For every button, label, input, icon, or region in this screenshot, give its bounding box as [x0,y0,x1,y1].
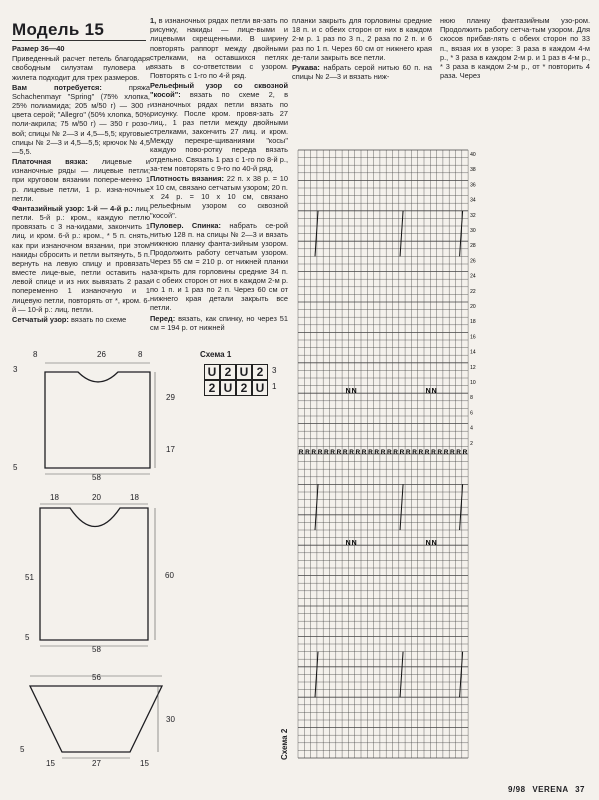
cable-symbol: N [425,540,431,548]
paragraph-text: 22 п. х 38 р. = 10 х 10 см, связано сетчатым узором; 20 п. х 24 р. = 10 х 10 см, связано рельефным узором со сквозной "косой". [150,173,288,220]
schema-1-symbol: U [204,364,220,380]
cross-symbol: R [399,449,405,456]
issue-number: 9/98 [508,785,526,794]
paragraph-lead: Платочная вязка: [12,157,88,167]
front-piece-dims [25,493,174,654]
schema-2-row-number: 6 [470,410,473,417]
schema-1-symbol: 2 [252,364,268,380]
schema-2-label: Схема 2 [280,728,289,760]
schema-2-row-number: 38 [470,167,476,174]
paragraph-text: вязать по схеме 2, в изнаночных рядах петли вязать по рисунку. После кром. провя-зать 27 лиц., 1 раз петли между двойными стрелками, закончить 27 лиц. и кром. Между перекре-щиваниями "косы" каждую пово-ротку переда вязать отдельно. Связать 1 раз с 1-го по 8-й р., за-тем повторять с 9-го по 40-й ряд. [150,90,288,173]
back-piece-diagram [45,372,150,468]
schema-1-label: Схема 1 [200,350,232,359]
schema-2-row-number: 20 [470,304,476,310]
cross-symbol: R [361,449,367,456]
paragraph-lead: Фантазийный узор: 1-й — 4-й р.: [12,203,133,213]
paragraph-lead: Вам потребуется: [12,82,102,92]
schema-2-row-number: 24 [470,273,476,280]
paragraph-lead: Пуловер. Спинка: [150,220,221,230]
paragraph-lead: Перед: [150,313,176,323]
back-side-dim-3: 17 [166,445,175,454]
back-side-dim-1: 3 [13,365,18,374]
back-top-dim-1: 8 [33,350,38,359]
cross-symbol: R [418,449,424,456]
schema-1-row-number: 1 [272,382,277,391]
schema-1-symbol: U [252,380,268,396]
cross-symbol: R [443,449,449,456]
schema-2-row-number: 36 [470,182,476,189]
paragraph-lead: Размер 36—40 [12,44,65,53]
cross-symbol: R [298,449,304,456]
schema-2-row-number: 2 [470,440,473,447]
paragraph-text: вязать, как спинку, но через 51 см = 194 р. от нижней [150,313,288,332]
schema-2-row-number: 18 [470,319,476,326]
cross-symbol: R [393,449,399,456]
schema-2-row-number: 12 [470,364,476,371]
schema-2-row-number: 14 [470,349,476,356]
front-top-dim-1: 18 [50,493,59,502]
schema-2-row-number: 22 [470,288,476,295]
schema-2-row-number: 34 [470,197,476,204]
front-top-dim-2: 20 [92,493,101,502]
schema-2-row-number: 30 [470,228,476,234]
page-title: Модель 15 [12,20,105,39]
back-top-dim-3: 8 [138,350,143,359]
cross-symbol: R [355,449,361,456]
paragraph-text: вязать по схеме [68,314,127,324]
cable-symbol: N [345,540,351,548]
schema-1-symbol: 2 [220,364,236,380]
cross-symbol: R [317,449,323,456]
sleeve-diagram [30,686,162,752]
schema-2-row-number: 26 [470,258,476,265]
sleeve-bottom-dim-3: 15 [140,759,149,768]
sleeve-top-dim: 56 [92,673,101,682]
paragraph-text: пряжа Schachenmayr "Spring" (75% хлопка, 25% полиамида; 205 м/50 г) — 300 г цвета серой; "Allegro" (50% хлопка, 50% поли-акрила; 75 м/50 г) — 350 г розо-вой; спицы № 2—3 и 4,5—5,5; круговые спицы № 2—3 и 4,5—5,5; крючок № 4,5—5,5. [12,82,151,156]
front-bottom-dim: 58 [92,645,101,654]
cross-symbol: R [349,449,354,456]
front-top-dim-3: 18 [130,493,139,502]
paragraph-text: лиц. петли. 5-й р.: кром., каждую петлю провязать с 3 на-кидами, закончить 1 лиц. и кром. 6-й р.: кром., * 5 п. снять, как при изнаночном вязании, при этом накиды сбросить и петли вытянуть, 5 п. вернуть на левую спицу и провязать вместе лице-вые, петли оставить на левой спице и из них вывязать 2 раза попеременно 1 изнаночную и 1 лицевую петли, повторять от *, кром. 6-й — 10-й р.: лиц. петли. [12,203,150,314]
sleeve-bottom-dim-2: 27 [92,759,101,768]
cross-symbol: R [342,449,348,456]
cross-symbol: R [380,449,386,456]
cable-symbol: N [431,388,437,396]
cross-symbol: R [305,449,310,456]
cross-symbol: R [450,449,455,456]
back-bottom-dim: 58 [92,473,101,482]
page-footer [504,785,585,794]
cross-symbol: R [330,449,336,456]
paragraph-text: набрать се-рой нитью 128 п. на спицы № 2—3 и вязать нижнюю планку фанта-зийным узором. Продолжить работу сетчатым узором. Через 55 см = 210 р. от нижней планки за-крыть для горловины средние 34 п. и с обеих сторон от них в каждом 2-м р. по 1 п. и 1 раз по 2 п. Через 60 см от нижнего края детали закрыть все петли. [150,220,288,313]
back-piece-dims [13,350,175,482]
back-side-dim-4: 5 [13,463,18,472]
cross-symbol: R [424,449,430,456]
cross-symbol: R [374,449,380,456]
back-side-dim-2: 29 [166,393,175,402]
cross-symbol: R [456,449,462,456]
paragraph-text: Приведенный расчет петель благодаря свободным силуэтам пуловера и жилета подходит для трех размеров. [12,54,150,82]
cable-symbol: N [351,540,357,548]
cross-symbol: R [387,449,392,456]
front-piece-diagram [40,508,148,640]
schema-2-row-number: 32 [470,212,476,219]
schema-1-row-number: 3 [272,366,277,375]
schema-2-row-number: 16 [470,334,476,341]
schema-1-symbol: 2 [236,380,252,396]
back-top-dim-2: 26 [97,350,106,359]
paragraph-lead: Плотность вязания: [150,173,224,183]
cross-symbol: R [311,449,317,456]
sleeve-side-dim-2: 5 [20,745,25,754]
schema-1-symbol: 2 [204,380,220,396]
paragraph-lead: Рельефный узор со сквозной "косой": [150,81,288,100]
cable-symbol: N [431,540,437,548]
cross-symbol: R [405,449,411,456]
paragraph-lead: Рукава: [292,62,320,72]
cross-symbol: R [336,449,342,456]
magazine-brand: VERENA [532,785,569,794]
paragraph-text: в изнаночных рядах петли вя-зать по рисунку, накиды — лице-выми и лицевыми скрещенными. В ширину повторять раппорт между двойными стрелками, на оставшихся петлях вязать в со-ответствии с узором. Повторять с 1-го по 4-й ряд. [150,16,288,81]
sleeve-side-dim-1: 30 [166,715,175,724]
schema-2-row-number: 28 [470,243,476,250]
cable-symbol: N [351,388,357,396]
cross-symbol: R [324,449,329,456]
page-number: 37 [575,785,585,794]
cross-symbol: R [412,449,417,456]
cable-symbol: N [425,388,431,396]
paragraph-text: лицевые и изнаночные ряды — лицевые петли; при круговом вязании попере-менно 1 р. лицевые петли, 1 р. изна-ночные петли. [12,157,150,203]
paragraph-lead: 1, [150,16,157,25]
sleeve-dims [20,673,175,768]
paragraph-lead: Сетчатый узор: [12,314,69,324]
schema-2-grid [288,142,538,772]
cable-symbol: N [345,388,351,396]
paragraph-text: нюю планку фантазийным узо-ром. Продолжить работу сетча-тым узором. Для скосов прибав-лять с обеих сторон по 33 п., вязая их в узоре: 3 раза в каждом 4-м р., * 3 раза в каждом 2-м р. и 1 раз в 4-м р., * 3 раза в каждом 2-м р., от * повторить 4 раза. Через [440,16,590,81]
front-side-dim-2: 60 [165,571,174,580]
schema-2-row-number: 10 [470,380,476,386]
schema-1-symbol: U [236,364,252,380]
schema-2-row-number: 4 [470,425,473,432]
cross-symbol: R [431,449,436,456]
paragraph-text: планки закрыть для горловины средние 18 п. и с обеих сторон от них в каждом 2-м р. 1 раз по 3 п., 2 раза по 2 п. и 6 раз по 1 п. Через 60 см от нижнего края де-тали закрыть все петли. [292,16,432,62]
cross-symbol: R [368,449,373,456]
front-side-dim-3: 5 [25,633,30,642]
sleeve-bottom-dim-1: 15 [46,759,55,768]
cross-symbol: R [462,449,468,456]
schema-1-symbol: U [220,380,236,396]
paragraph-text: набрать серой нитью 60 п. на спицы № 2—3 и вязать ниж- [292,62,432,82]
cross-symbol: R [437,449,443,456]
schema-2-row-number: 8 [470,395,473,402]
front-side-dim-1: 51 [25,573,34,582]
schema-2-row-number: 40 [470,152,476,158]
